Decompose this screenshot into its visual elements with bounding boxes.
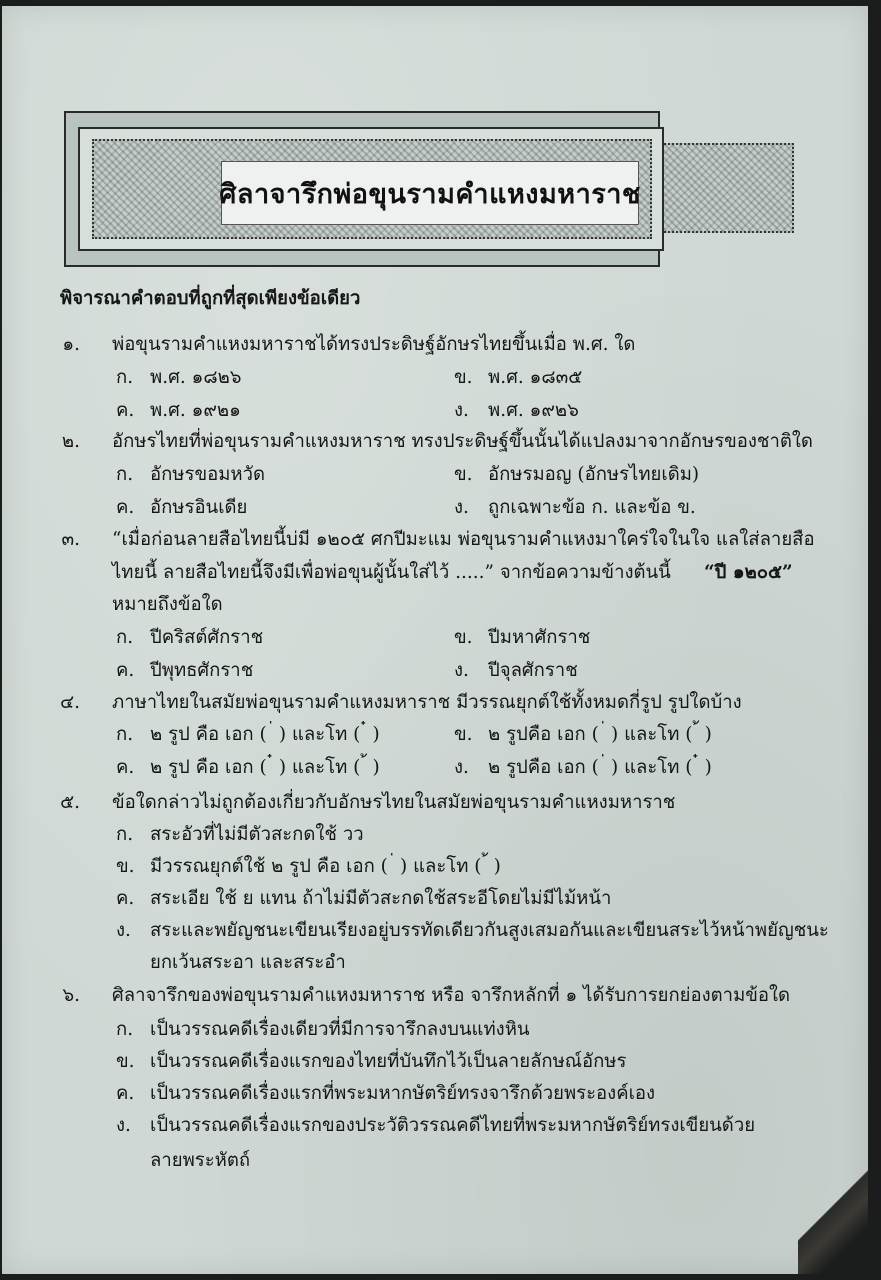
choice-label: ค. <box>116 1083 135 1104</box>
question-text: หมายถึงข้อใด <box>112 594 223 615</box>
instruction: พิจารณาคำตอบที่ถูกที่สุดเพียงข้อเดียว <box>60 288 361 309</box>
question-text: ข้อใดกล่าวไม่ถูกต้องเกี่ยวกับอักษรไทยในสมัยพ่อขุนรามคำแหงมหาราช <box>112 792 676 813</box>
choice-text: อักษรอินเดีย <box>150 497 248 518</box>
question-number: ๕. <box>60 792 80 813</box>
choice-text: เป็นวรรณคดีเรื่องเดียวที่มีการจารึกลงบนแท่งหิน <box>150 1019 530 1040</box>
choice-label: ง. <box>454 757 469 778</box>
choice-label: ก. <box>116 367 134 388</box>
choice-label: ค. <box>116 400 135 421</box>
choice-label: ข. <box>454 367 473 388</box>
torn-corner <box>798 1154 868 1274</box>
choice-label: ค. <box>116 888 135 909</box>
choice-text: พ.ศ. ๑๙๒๑ <box>150 400 241 421</box>
question-number: ๑. <box>62 334 80 355</box>
choice-text: มีวรรณยุกต์ใช้ ๒ รูป คือ เอก ( ่ ) และโท ( ้ ) <box>150 856 501 877</box>
choice-text: ๒ รูปคือ เอก ( ่ ) และโท ( ๋ ) <box>488 757 712 778</box>
question-text: พ่อขุนรามคำแหงมหาราชได้ทรงประดิษฐ์อักษรไทยขึ้นเมื่อ พ.ศ. ใด <box>112 334 636 355</box>
banner-ribbon <box>656 143 794 233</box>
choice-text: ปีจุลศักราช <box>488 660 578 681</box>
choice-label: ค. <box>116 757 135 778</box>
page-title: ศิลาจารึกพ่อขุนรามคำแหงมหาราช <box>219 178 641 210</box>
question-text: ไทยนี้ ลายสือไทยนี้จึงมีเพื่อพ่อขุนผู้นั้นใส่ไว้ .....” จากข้อความข้างต้นนี้ <box>112 562 671 583</box>
choice-text: อักษรมอญ (อักษรไทยเดิม) <box>488 464 700 485</box>
choice-label: ง. <box>454 497 469 518</box>
choice-label: ข. <box>454 724 473 745</box>
choice-label: ก. <box>116 1019 134 1040</box>
question-text: “เมื่อก่อนลายสือไทยนี้บ่มี ๑๒๐๕ ศกปีมะแม พ่อขุนรามคำแหงมาใคร่ใจในใจ แลใส่ลายสือ <box>112 529 815 550</box>
banner-frame <box>64 111 660 267</box>
choice-label: ก. <box>116 464 134 485</box>
question-number: ๒. <box>61 431 80 452</box>
question-text: ภาษาไทยในสมัยพ่อขุนรามคำแหงมหาราช มีวรรณยุกต์ใช้ทั้งหมดกี่รูป รูปใดบ้าง <box>112 692 742 713</box>
choice-label: ง. <box>454 400 469 421</box>
choice-text: สระเอีย ใช้ ย แทน ถ้าไม่มีตัวสะกดใช้สระอีโดยไม่มีไม้หน้า <box>150 888 612 909</box>
choice-text: ถูกเฉพาะข้อ ก. และข้อ ข. <box>488 497 696 518</box>
choice-text: สระและพยัญชนะเขียนเรียงอยู่บรรทัดเดียวกันสูงเสมอกันและเขียนสระไว้หน้าพยัญชนะ <box>150 920 829 941</box>
question-text: อักษรไทยที่พ่อขุนรามคำแหงมหาราช ทรงประดิษฐ์ขึ้นนั้นได้แปลงมาจากอักษรของชาติใด <box>112 431 813 452</box>
choice-text: ๒ รูปคือ เอก ( ่ ) และโท ( ้ ) <box>488 724 712 745</box>
choice-text-continued: ลายพระหัตถ์ <box>150 1150 251 1171</box>
choice-text: เป็นวรรณคดีเรื่องแรกของไทยที่บันทึกไว้เป็นลายลักษณ์อักษร <box>150 1051 627 1072</box>
choice-label: ข. <box>454 464 473 485</box>
choice-label: ง. <box>116 1115 131 1136</box>
book-page <box>2 6 868 1274</box>
question-number: ๓. <box>61 529 80 550</box>
choice-label: ก. <box>116 724 134 745</box>
question-emphasis: “ปี ๑๒๐๕” <box>704 562 793 583</box>
choice-text: พ.ศ. ๑๘๓๕ <box>488 367 583 388</box>
choice-label: ข. <box>454 627 473 648</box>
choice-label: ง. <box>116 920 131 941</box>
choice-text: อักษรขอมหวัด <box>150 464 265 485</box>
choice-text: ๒ รูป คือ เอก ( ่ ) และโท ( ๋ ) <box>150 724 380 745</box>
choice-label: ค. <box>116 497 135 518</box>
choice-label: ข. <box>116 1051 135 1072</box>
choice-text: เป็นวรรณคดีเรื่องแรกที่พระมหากษัตริย์ทรงจารึกด้วยพระองค์เอง <box>150 1083 656 1104</box>
choice-label: ข. <box>116 856 135 877</box>
choice-text: พ.ศ. ๑๙๒๖ <box>488 400 579 421</box>
question-number: ๔. <box>60 692 80 713</box>
choice-label: ค. <box>116 660 135 681</box>
choice-text: ๒ รูป คือ เอก ( ๋ ) และโท ( ้ ) <box>150 757 380 778</box>
choice-label: ง. <box>454 660 469 681</box>
choice-label: ก. <box>116 627 134 648</box>
choice-text: ปีคริสต์ศักราช <box>150 627 264 648</box>
choice-text: สระอัวที่ไม่มีตัวสะกดใช้ วว <box>150 824 364 845</box>
title-banner <box>64 111 794 271</box>
choice-text: ปีพุทธศักราช <box>150 660 254 681</box>
title-box <box>221 161 639 225</box>
choice-text: เป็นวรรณคดีเรื่องแรกของประวัติวรรณคดีไทยที่พระมหากษัตริย์ทรงเขียนด้วย <box>150 1115 756 1136</box>
choice-label: ก. <box>116 824 134 845</box>
choice-text-continued: ยกเว้นสระอา และสระอำ <box>150 952 346 973</box>
question-number: ๖. <box>62 985 80 1006</box>
choice-text: พ.ศ. ๑๘๒๖ <box>150 367 242 388</box>
choice-text: ปีมหาศักราช <box>488 627 591 648</box>
question-text: ศิลาจารึกของพ่อขุนรามคำแหงมหาราช หรือ จารึกหลักที่ ๑ ได้รับการยกย่องตามข้อใด <box>112 985 791 1006</box>
